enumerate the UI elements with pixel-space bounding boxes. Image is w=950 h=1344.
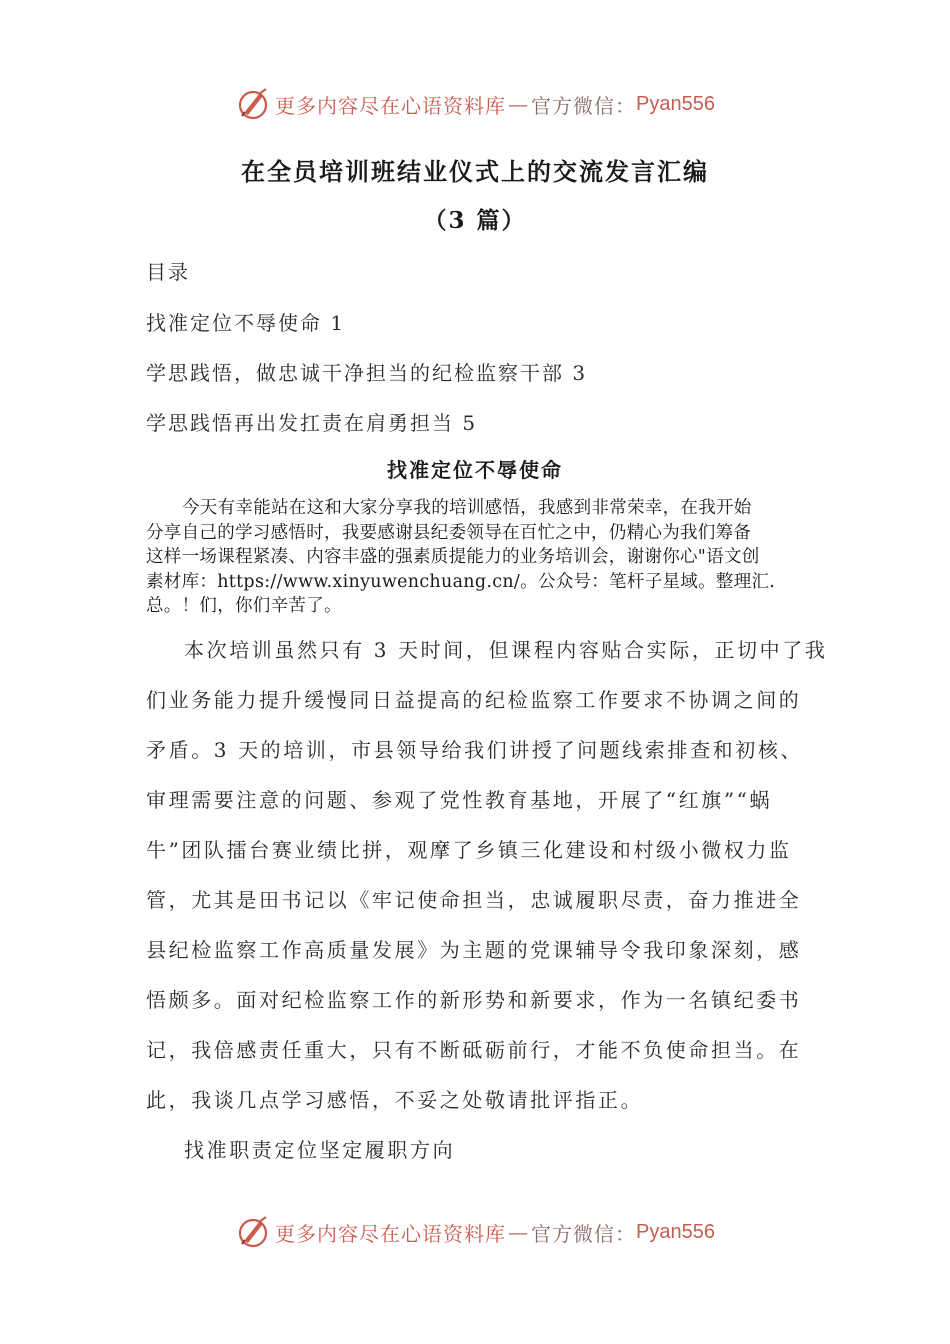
watermark-main-text: 更多内容尽在心语资料库 xyxy=(275,93,507,118)
intro-line: 分享自己的学习感悟时，我要感谢县纪委领导在百忙之中，仍精心为我们筹备 xyxy=(146,522,752,543)
intro-line: 素材库：https://www.xinyuwenchuang.cn/。公众号：笔杆子星域。整理汇. xyxy=(146,571,776,592)
section-subheading: 找准职责定位坚定履职方向 xyxy=(184,1138,456,1162)
section-title: 找准定位不辱使命 xyxy=(387,458,563,482)
toc-item: 学思践悟，做忠诚干净担当的纪检监察干部 3 xyxy=(146,361,588,385)
intro-paragraph xyxy=(146,496,806,619)
body-line: 县纪检监察工作高质量发展》为主题的党课辅导令我印象深刻，感 xyxy=(146,938,802,962)
body-line: 管，尤其是田书记以《牢记使命担当，忠诚履职尽责，奋力推进全 xyxy=(146,888,802,912)
watermark-header xyxy=(0,84,950,124)
toc-heading: 目录 xyxy=(146,260,190,284)
watermark-footer xyxy=(0,1212,950,1252)
intro-line: 总。！们，你们辛苦了。 xyxy=(146,596,342,616)
quill-pen-logo-icon xyxy=(235,86,271,122)
document-subtitle: （3 篇） xyxy=(423,207,527,234)
document-title: 在全员培训班结业仪式上的交流发言汇编 xyxy=(241,157,709,186)
body-line: 牛”团队擂台赛业绩比拼，观摩了乡镇三化建设和村级小微权力监 xyxy=(146,838,792,862)
intro-line: 今天有幸能站在这和大家分享我的培训感悟，我感到非常荣幸，在我开始 xyxy=(182,498,752,518)
watermark-wechat-id: Pyan556 xyxy=(636,1220,715,1243)
toc-item: 学思践悟再出发扛责在肩勇担当 5 xyxy=(146,411,478,435)
body-line: 悟颇多。面对纪检监察工作的新形势和新要求，作为一名镇纪委书 xyxy=(146,988,802,1012)
watermark-sub-text: 官方微信： xyxy=(531,1221,637,1246)
intro-line: 这样一场课程紧凑、内容丰盛的强素质提能力的业务培训会，谢谢你心"语文创 xyxy=(146,547,760,567)
body-line: 们业务能力提升缓慢同日益提高的纪检监察工作要求不协调之间的 xyxy=(146,688,802,712)
quill-pen-logo-icon xyxy=(235,1214,271,1250)
watermark-sub-text: 官方微信： xyxy=(531,93,637,118)
body-line: 审理需要注意的问题、参观了党性教育基地，开展了“红旗”“蜗 xyxy=(146,788,773,812)
watermark-dash: — xyxy=(508,1220,530,1244)
toc-item: 找准定位不辱使命 1 xyxy=(146,311,346,335)
watermark-wechat-id: Pyan556 xyxy=(636,92,715,115)
body-line: 此，我谈几点学习感悟，不妥之处敬请批评指正。 xyxy=(146,1088,644,1112)
body-line: 矛盾。3 天的培训，市县领导给我们讲授了问题线索排查和初核、 xyxy=(146,738,804,762)
body-line: 记，我倍感责任重大，只有不断砥砺前行，才能不负使命担当。在 xyxy=(146,1038,802,1062)
watermark-main-text: 更多内容尽在心语资料库 xyxy=(275,1221,507,1246)
watermark-dash: — xyxy=(508,92,530,116)
body-line: 本次培训虽然只有 3 天时间，但课程内容贴合实际，正切中了我 xyxy=(184,638,828,662)
